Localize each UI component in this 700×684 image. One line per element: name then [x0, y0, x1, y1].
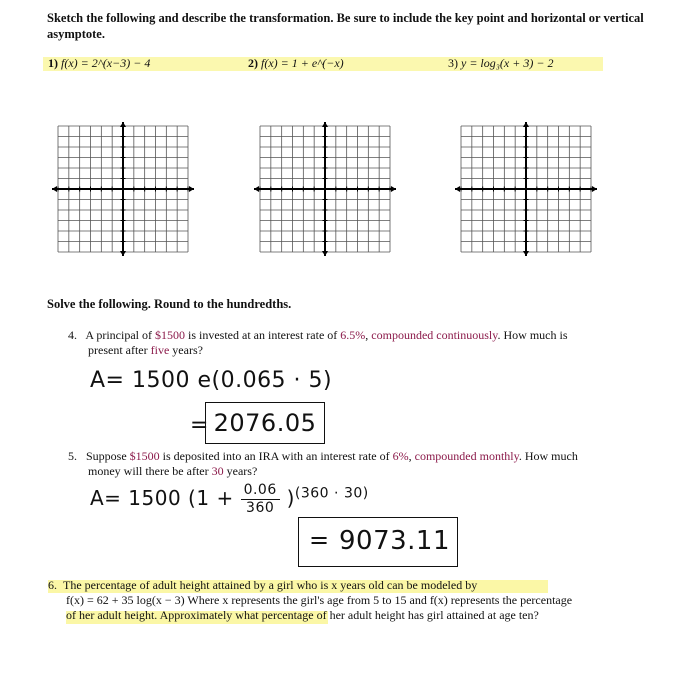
x-axis-arrow-left [455, 186, 460, 192]
grid-svg-3 [455, 122, 597, 256]
problem-3 [448, 56, 553, 71]
q5-fraction [241, 482, 280, 517]
q5-number: 5. [68, 449, 77, 463]
x-axis-arrow-left [52, 186, 57, 192]
q5-principal: $1500 [129, 449, 160, 463]
q6-line1-text: The percentage of adult height attained by a girl who is x years old can be modeled by [63, 578, 478, 592]
problem-2 [248, 56, 344, 71]
q5-years: 30 [211, 464, 224, 478]
q5-line2-b: years? [223, 464, 258, 478]
q4-number: 4. [68, 328, 77, 342]
q5-line2-a: money will there be after [88, 464, 212, 478]
problem-2-number: 2) [248, 56, 258, 70]
problem-1-expression: f(x) = 2^(x−3) − 4 [61, 56, 151, 70]
q6-line-1 [48, 578, 668, 593]
q5-text-b: is deposited into an IRA with an interest rate of [159, 449, 393, 463]
q5-text-d: . How much [518, 449, 578, 463]
q5-answer-prefix: = [309, 526, 330, 554]
q5-rate: 6% [392, 449, 409, 463]
q4-years: five [150, 343, 170, 357]
coordinate-grid-1[interactable] [52, 122, 194, 256]
q4-answer-box [205, 402, 325, 444]
x-axis-arrow-right [189, 186, 194, 192]
q6-line-3: of her adult height. Approximately what percentage of her adult height has girl attained at age ten? [66, 608, 539, 622]
q4-text-a: A principal of [85, 328, 155, 342]
problem-1-number: 1) [48, 56, 58, 70]
x-axis-arrow-right [391, 186, 396, 192]
q5-answer-box [298, 517, 458, 567]
problem-2-expression: f(x) = 1 + e^(−x) [261, 56, 344, 70]
question-5 [68, 449, 668, 479]
q4-line2-b: years? [169, 343, 203, 357]
q4-answer-prefix: = [190, 413, 209, 438]
q6-line-2: f(x) = 62 + 35 log(x − 3) Where x represents the girl's age from 5 to 15 and f(x) represents the percentage [66, 593, 573, 607]
q6-number: 6. [48, 578, 57, 592]
q5-work-b: ) [286, 486, 295, 510]
q5-work [90, 482, 369, 517]
instructions: Sketch the following and describe the transformation. Be sure to include the key point and horizontal or vertical asymptote. [47, 11, 644, 41]
q5-work-a: A= 1500 (1 + [90, 486, 234, 510]
q5-text-c: , [408, 449, 415, 463]
q4-text-d: . How much is [497, 328, 568, 342]
coordinate-grid-3[interactable] [455, 122, 597, 256]
q5-compound: compounded monthly [414, 449, 519, 463]
q5-answer: 9073.11 [339, 526, 451, 556]
q5-work-den: 360 [246, 500, 275, 516]
q5-text-a: Suppose [86, 449, 130, 463]
q4-work: A= 1500 e(0.065 · 5) [90, 368, 333, 393]
x-axis-arrow-right [592, 186, 597, 192]
question-4 [68, 328, 668, 358]
q4-principal: $1500 [155, 328, 185, 342]
q5-work-num: 0.06 [241, 482, 280, 500]
problem-1 [48, 56, 150, 71]
q4-compound: compounded continuously [371, 328, 498, 342]
grid-svg-1 [52, 122, 194, 256]
grid-svg-2 [254, 122, 396, 256]
coordinate-grid-2[interactable] [254, 122, 396, 256]
q5-work-exp: (360 · 30) [294, 485, 369, 502]
problem-3-number: 3) [448, 56, 458, 70]
q4-text-c: , [365, 328, 372, 342]
problem-3-expression: y = log₃(x + 3) − 2 [461, 56, 554, 70]
q4-rate: 6.5% [340, 328, 366, 342]
section-title: Solve the following. Round to the hundredths. [47, 297, 292, 311]
x-axis-arrow-left [254, 186, 259, 192]
question-6 [48, 578, 668, 623]
q4-line2-a: present after [88, 343, 151, 357]
q4-answer: 2076.05 [213, 409, 317, 437]
q4-text-b: is invested at an interest rate of [185, 328, 341, 342]
